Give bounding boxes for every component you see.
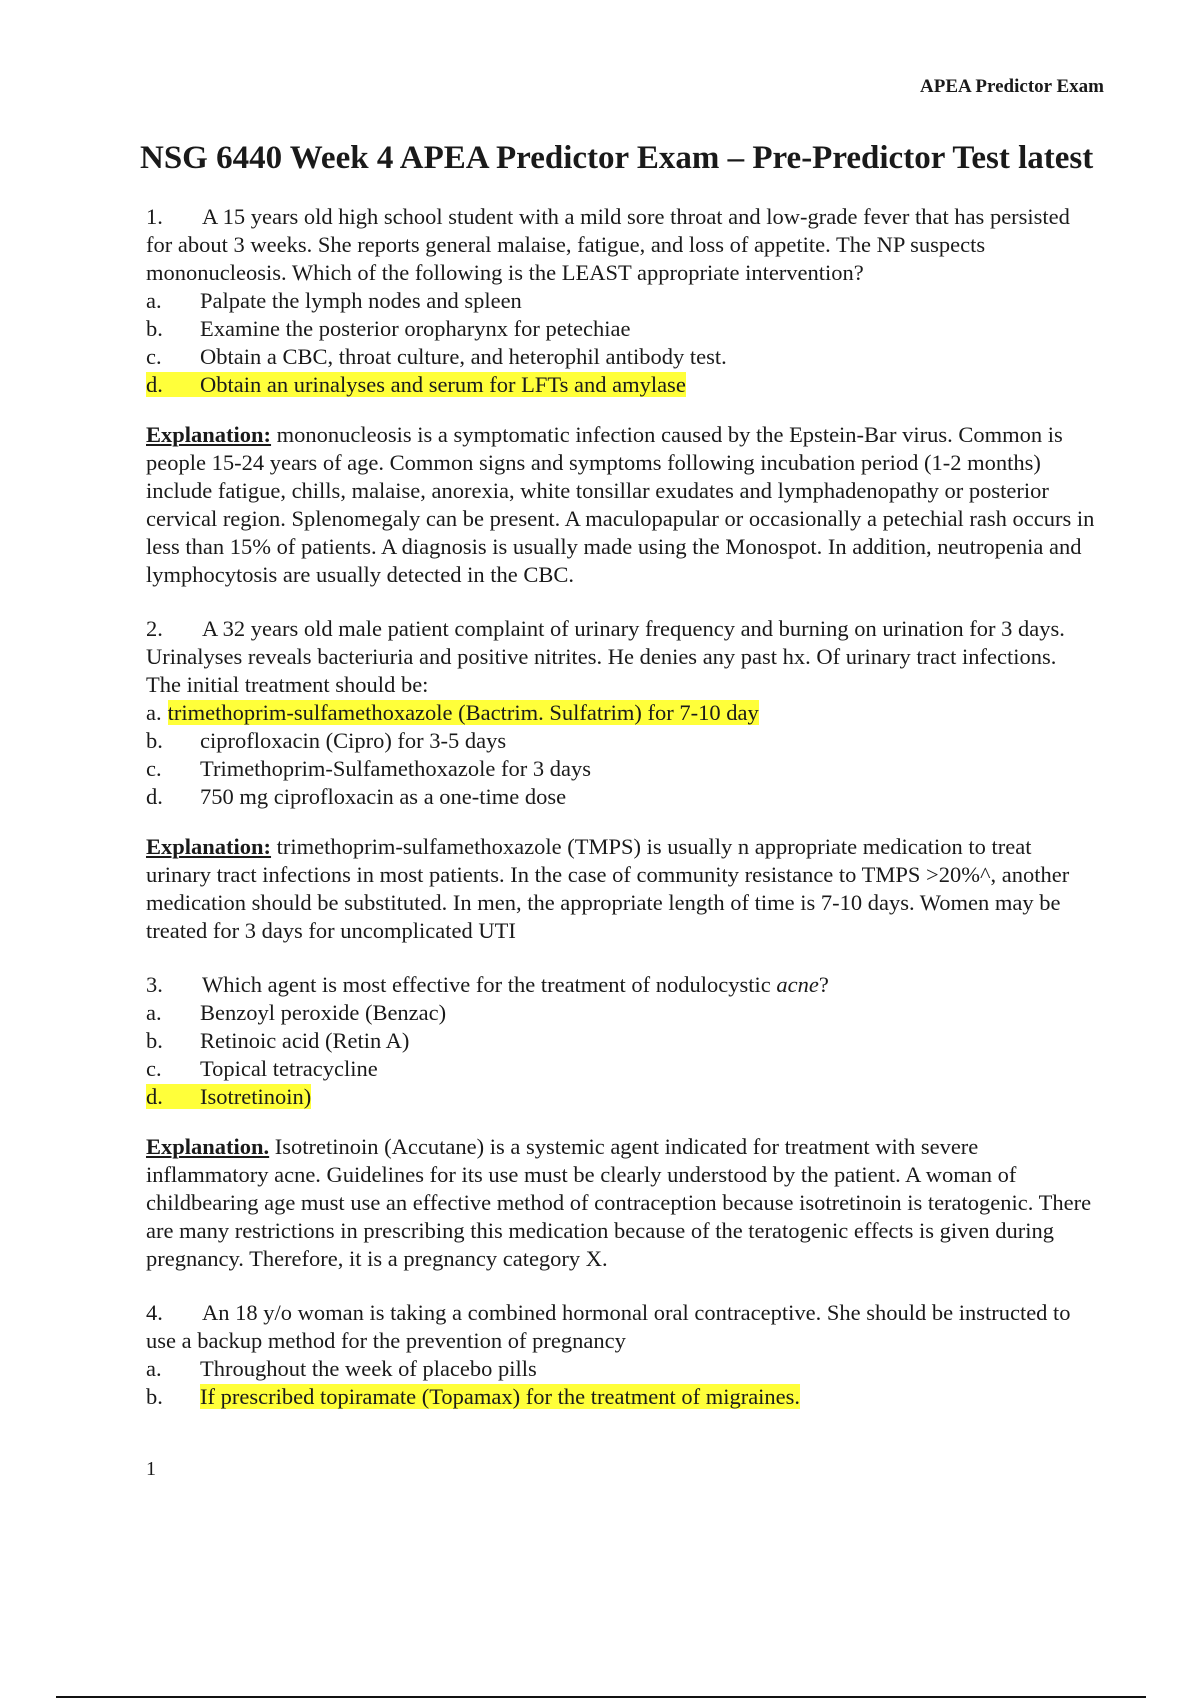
- document-title: NSG 6440 Week 4 APEA Predictor Exam – Pre-Predictor Test latest: [140, 140, 1094, 176]
- question-3: [146, 971, 1096, 1273]
- option-text: Retinoic acid (Retin A): [200, 1028, 410, 1053]
- option-4a: [146, 1355, 1096, 1383]
- option-1c: [146, 343, 1096, 371]
- option-2a-answer: [146, 699, 1096, 727]
- explanation-text: trimethoprim-sulfamethoxazole (TMPS) is usually n appropriate medication to treat urinary tract infections in most patients. In the case of community resistance to TMPS >20%^, another medication should be substituted. In men, the appropriate length of time is 7-10 days. Women may be treated for 3 days for uncomplicated UTI: [146, 834, 1070, 943]
- option-letter: b.: [146, 728, 163, 753]
- option-4b-answer: [146, 1383, 1096, 1411]
- option-1d-answer: [146, 371, 1096, 399]
- page-number: 1: [146, 1458, 156, 1480]
- option-2d: [146, 783, 1096, 811]
- option-letter: c.: [146, 756, 162, 781]
- option-letter: a.: [146, 700, 162, 725]
- option-text: If prescribed topiramate (Topamax) for the treatment of migraines.: [200, 1384, 801, 1409]
- question-3-options: [146, 999, 1096, 1111]
- explanation-label: Explanation.: [146, 1134, 270, 1159]
- option-text: Obtain an urinalyses and serum for LFTs and amylase: [200, 372, 686, 397]
- option-2c: [146, 755, 1096, 783]
- question-3-text-end: ?: [818, 972, 829, 997]
- option-text: 750 mg ciprofloxacin as a one-time dose: [200, 784, 567, 809]
- question-3-stem: [146, 971, 1096, 999]
- question-1-stem: [146, 203, 1096, 287]
- option-3b: [146, 1027, 1096, 1055]
- option-letter: b.: [146, 1384, 163, 1409]
- option-text: Benzoyl peroxide (Benzac): [200, 1000, 447, 1025]
- option-2b: [146, 727, 1096, 755]
- question-4-stem: [146, 1299, 1096, 1355]
- question-1: [146, 203, 1096, 589]
- question-4-number: 4.: [146, 1300, 163, 1325]
- question-2-stem: [146, 615, 1096, 699]
- option-letter: a.: [146, 1000, 162, 1025]
- option-letter: d.: [146, 1084, 163, 1109]
- option-3a: [146, 999, 1096, 1027]
- option-3c: [146, 1055, 1096, 1083]
- question-2-number: 2.: [146, 616, 163, 641]
- option-letter: b.: [146, 316, 163, 341]
- option-text: Obtain a CBC, throat culture, and heterophil antibody test.: [200, 344, 727, 369]
- question-2-options: [146, 699, 1096, 811]
- question-3-number: 3.: [146, 972, 163, 997]
- question-4-options: [146, 1355, 1096, 1411]
- question-2: [146, 615, 1096, 945]
- document-body: [146, 203, 1096, 1411]
- question-3-italic-term: acne: [776, 972, 819, 997]
- option-3d-answer: [146, 1083, 1096, 1111]
- explanation-text: mononucleosis is a symptomatic infection caused by the Epstein-Bar virus. Common is people 15-24 years of age. Common signs and symptoms following incubation period (1-2 months) include fatigue, chills, malaise, anorexia, white tonsillar exudates and lymphadenopathy or posterior cervical region. Splenomegaly can be present. A maculopapular or occasionally a petechial rash occurs in less than 15% of patients. A diagnosis is usually made using the Monospot. In addition, neutropenia and lymphocytosis are usually detected in the CBC.: [146, 422, 1095, 587]
- explanation-text: Isotretinoin (Accutane) is a systemic agent indicated for treatment with severe inflammatory acne. Guidelines for its use must be clearly understood by the patient. A woman of childbearing age must use an effective method of contraception because isotretinoin is teratogenic. There are many restrictions in prescribing this medication because of the teratogenic effects is given during pregnancy. Therefore, it is a pregnancy category X.: [146, 1134, 1092, 1271]
- option-letter: a.: [146, 288, 162, 313]
- question-1-explanation: [146, 421, 1096, 589]
- option-letter: a.: [146, 1356, 162, 1381]
- option-1a: [146, 287, 1096, 315]
- explanation-label: Explanation:: [146, 834, 272, 859]
- question-1-number: 1.: [146, 204, 163, 229]
- question-1-text: A 15 years old high school student with a mild sore throat and low-grade fever that has persisted for about 3 weeks. She reports general malaise, fatigue, and loss of appetite. The NP suspects mononucleosis. Which of the following is the LEAST appropriate intervention?: [146, 204, 1070, 285]
- question-4-text: An 18 y/o woman is taking a combined hormonal oral contraceptive. She should be instructed to use a backup method for the prevention of pregnancy: [146, 1300, 1071, 1353]
- running-header: APEA Predictor Exam: [920, 76, 1104, 97]
- option-text: Topical tetracycline: [200, 1056, 378, 1081]
- option-letter: b.: [146, 1028, 163, 1053]
- option-text: Palpate the lymph nodes and spleen: [200, 288, 522, 313]
- question-4: [146, 1299, 1096, 1411]
- question-2-text: A 32 years old male patient complaint of urinary frequency and burning on urination for 3 days. Urinalyses reveals bacteriuria and positive nitrites. He denies any past hx. Of urinary tract infections. The initial treatment should be:: [146, 616, 1065, 697]
- footer-divider: [56, 1696, 1146, 1698]
- option-letter: d.: [146, 372, 163, 397]
- question-3-text: Which agent is most effective for the treatment of nodulocystic: [202, 972, 777, 997]
- question-2-explanation: [146, 833, 1096, 945]
- option-letter: c.: [146, 1056, 162, 1081]
- explanation-label: Explanation:: [146, 422, 272, 447]
- option-text: Throughout the week of placebo pills: [200, 1356, 537, 1381]
- question-3-explanation: [146, 1133, 1096, 1273]
- option-letter: c.: [146, 344, 162, 369]
- option-text: trimethoprim-sulfamethoxazole (Bactrim. Sulfatrim) for 7-10 day: [167, 700, 759, 725]
- option-text: Examine the posterior oropharynx for petechiae: [200, 316, 631, 341]
- option-text: ciprofloxacin (Cipro) for 3-5 days: [200, 728, 507, 753]
- option-1b: [146, 315, 1096, 343]
- question-1-options: [146, 287, 1096, 399]
- option-letter: d.: [146, 784, 163, 809]
- option-text: Trimethoprim-Sulfamethoxazole for 3 days: [200, 756, 591, 781]
- option-text: Isotretinoin): [200, 1084, 312, 1109]
